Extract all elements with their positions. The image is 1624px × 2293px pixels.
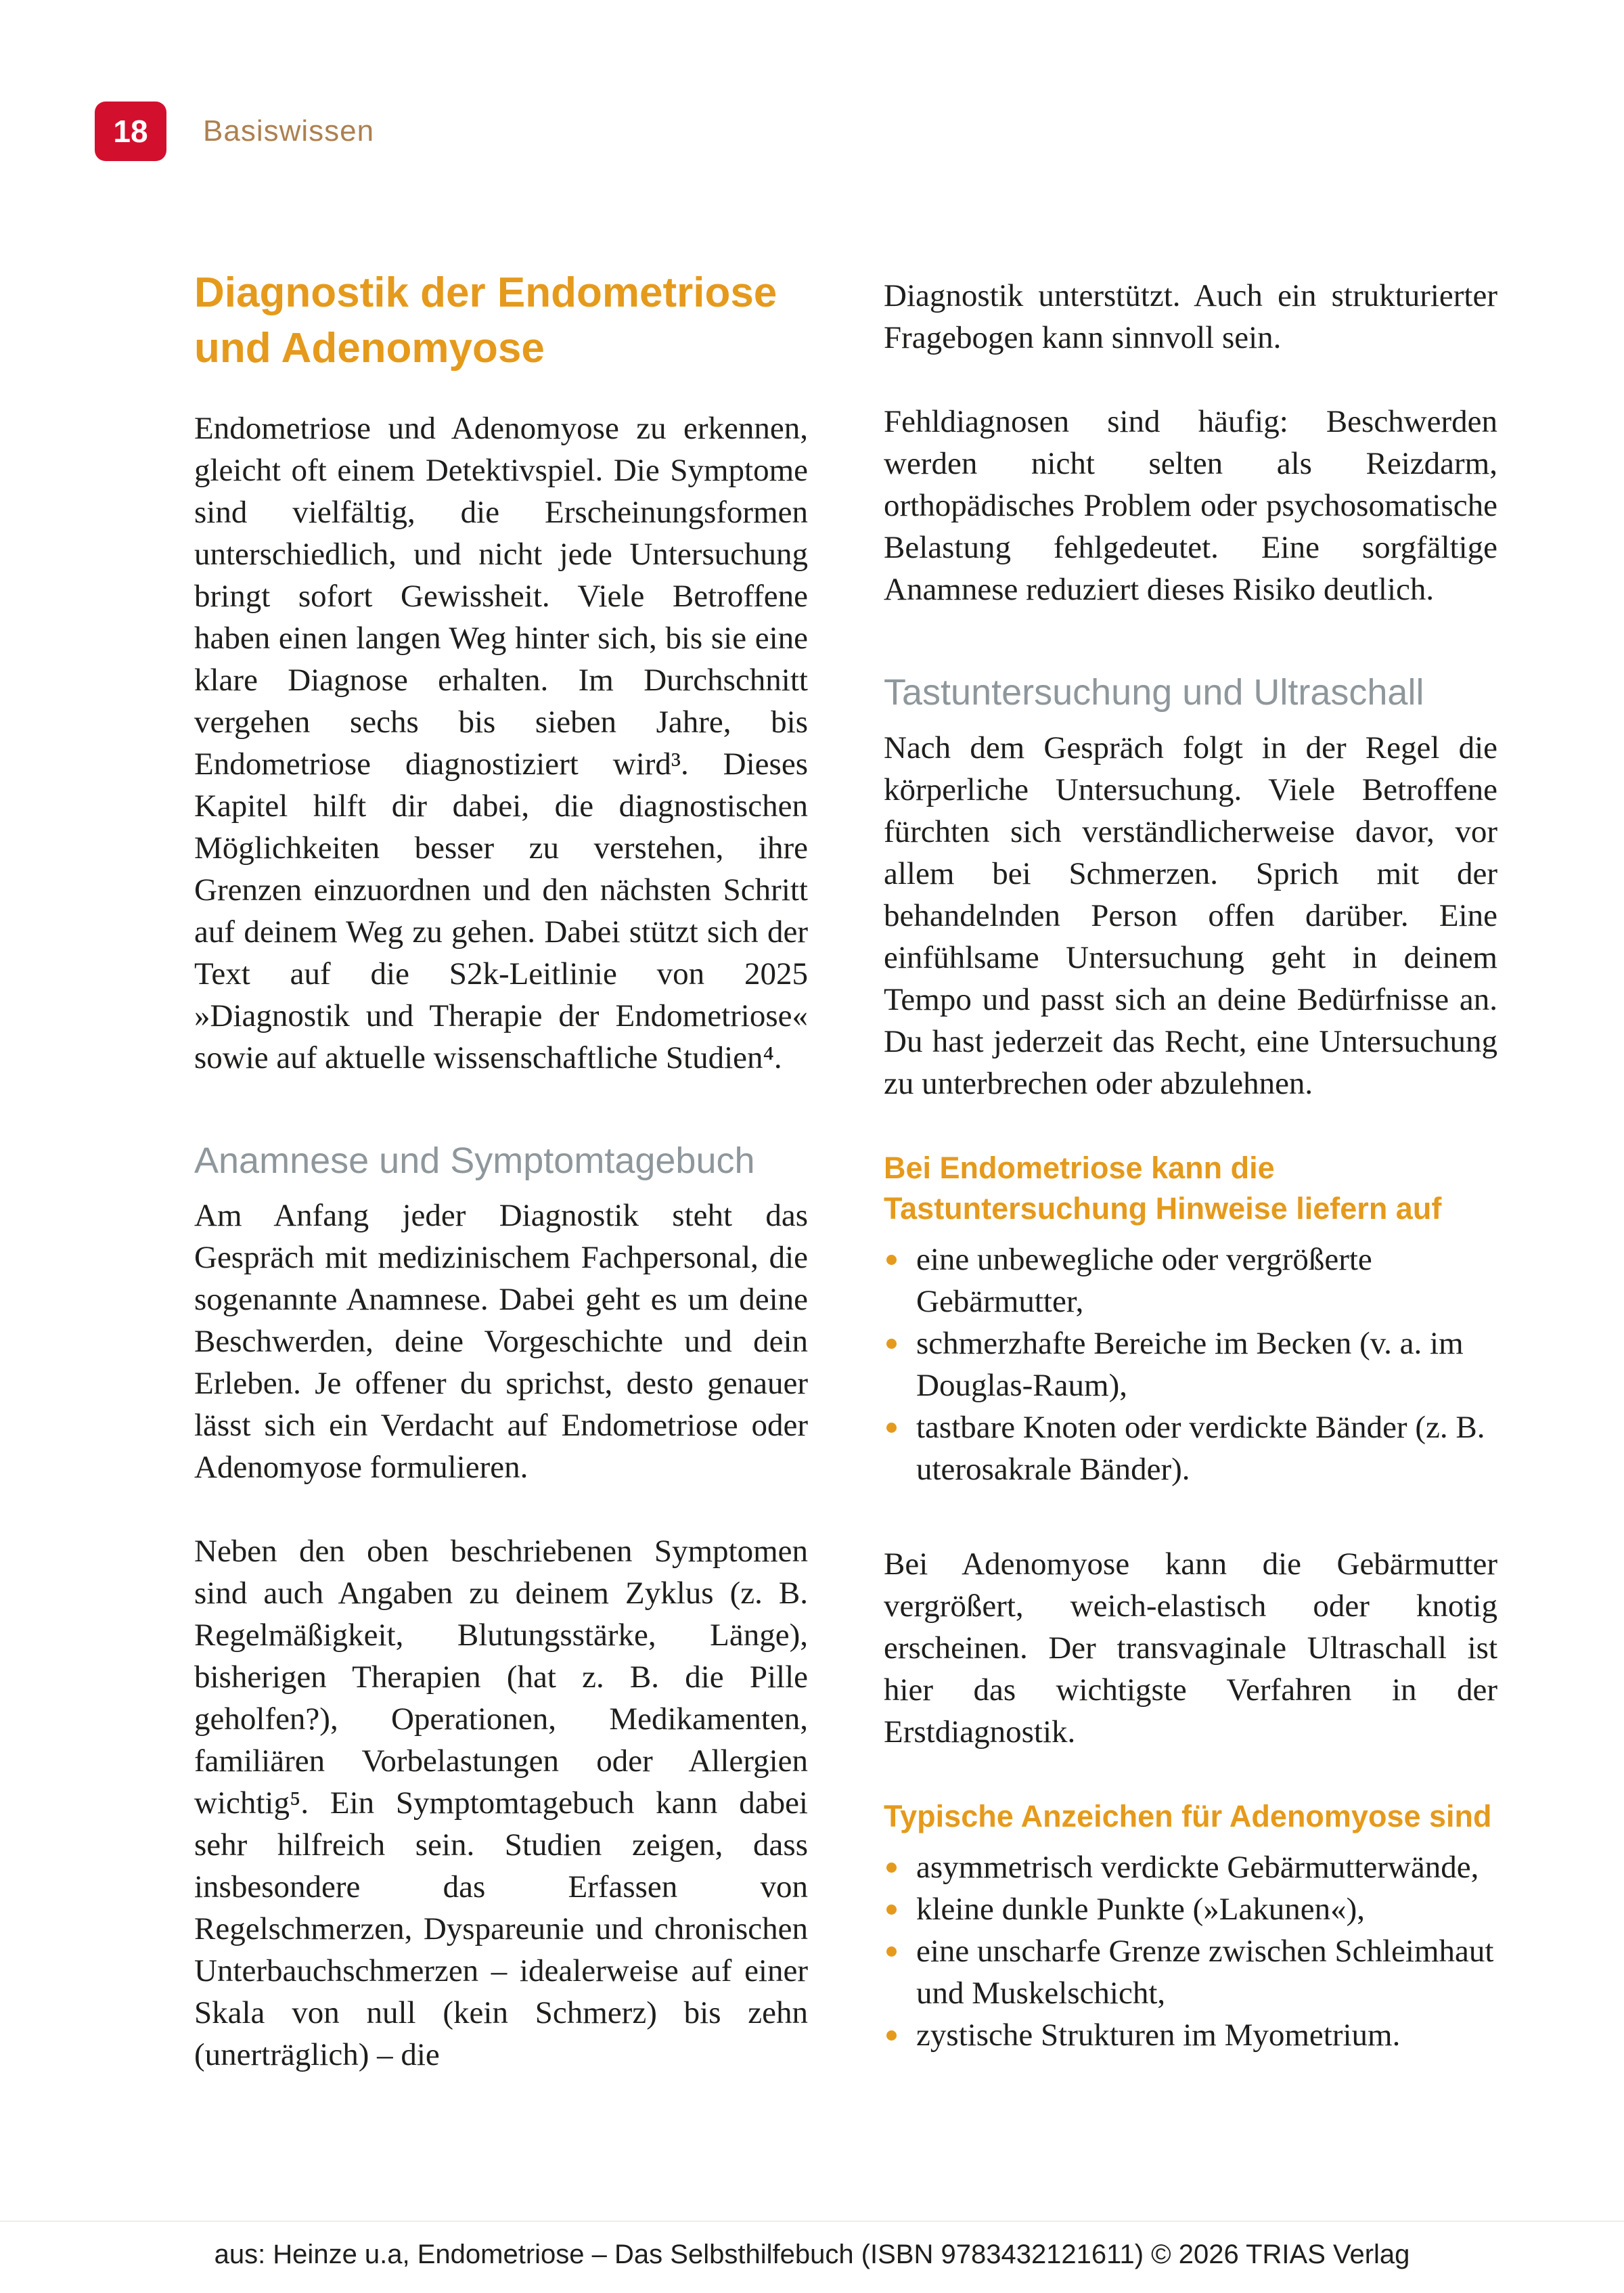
paragraph-anamnese-1: Am Anfang jeder Diagnostik steht das Gespräch mit medizinischem Fachpersonal, die sogenannte Anamnese. Dabei geht es um deine Beschwerden, deine Vorgeschichte und dein Erleben. Je offener du sprichst, desto genauer lässt sich ein Verdacht auf Endometriose oder Adenomyose formulieren. — [194, 1198, 808, 1486]
list-item-text: eine unscharfe Grenze zwischen Schleimhaut und Muskelschicht, — [916, 1933, 1494, 2011]
list-item — [884, 2014, 1497, 2056]
paragraph-anamnese-2: Neben den oben beschriebenen Symptomen sind auch Angaben zu deinem Zyklus (z. B. Regelmäßigkeit, Blutungsstärke, Länge), bisherigen Therapien (hat z. B. die Pille geholfen?), Operationen, Medikamenten, familiären Vorbelastungen oder Allergien wichtig⁵. Ein Symptomtagebuch kann dabei sehr hilfreich sein. Studien zeigen, dass insbesondere das Erfassen von Regelschmerzen, Dyspareunie und chronischen Unterbauchschmerzen – idealerweise auf einer Skala von null (kein Schmerz) bis zehn (unerträglich) – die — [194, 1534, 808, 2073]
page-header — [95, 102, 374, 161]
chapter-label: Basiswissen — [203, 114, 375, 148]
list-item — [884, 1322, 1497, 1406]
bullet-list-adenomyose — [884, 1846, 1497, 2056]
paragraph-adenomyose: Bei Adenomyose kann die Gebärmutter vergrößert, weich-elastisch oder knotig erscheinen. Der transvaginale Ultraschall ist hier das wichtigste Verfahren in der Erstdiagnostik. — [884, 1546, 1497, 1750]
paragraph-untersuchung: Nach dem Gespräch folgt in der Regel die körperliche Untersuchung. Viele Betroffene fürchten sich verständlicherweise davor, vor allem bei Schmerzen. Sprich mit der behandelnden Person offen darüber. Eine einfühlsame Untersuchung geht in deinem Tempo und passt sich an deine Bedürfnisse an. Du hast jederzeit das Recht, eine Untersuchung zu unterbrechen oder abzulehnen. — [884, 730, 1497, 1101]
list-item — [884, 1406, 1497, 1490]
subheading-anamnese: Anamnese und Symptomtagebuch — [194, 1140, 755, 1181]
article-title: Diagnostik der Endometriose und Adenomyose — [194, 269, 777, 372]
paragraph-fehldiagnosen: Fehldiagnosen sind häufig: Beschwerden werden nicht selten als Reizdarm, orthopädisches Problem oder psychosomatische Belastung fehlgedeutet. Eine sorgfältige Anamnese reduziert dieses Risiko deutlich. — [884, 404, 1497, 607]
list-intro-adenomyose: Typische Anzeichen für Adenomyose sind — [884, 1798, 1492, 1833]
list-item — [884, 1846, 1497, 1888]
list-item-text: kleine dunkle Punkte (»Lakunen«), — [916, 1891, 1366, 1927]
list-item — [884, 1239, 1497, 1322]
list-item-text: schmerzhafte Bereiche im Becken (v. a. im Douglas-Raum), — [916, 1325, 1464, 1403]
subheading-tastuntersuchung: Tastuntersuchung und Ultraschall — [884, 672, 1424, 713]
list-item-text: zystische Strukturen im Myometrium. — [916, 2017, 1401, 2053]
left-column — [194, 265, 808, 2076]
page-number-badge — [95, 102, 166, 161]
bullet-icon — [884, 1930, 916, 1972]
list-item — [884, 1888, 1497, 1930]
bullet-icon — [884, 1406, 916, 1448]
list-item-text: asymmetrisch verdickte Gebärmutterwände, — [916, 1849, 1479, 1885]
bullet-icon — [884, 1322, 916, 1364]
paragraph-continuation: Diagnostik unterstützt. Auch ein strukturierter Fragebogen kann sinnvoll sein. — [884, 278, 1497, 355]
list-item-text: tastbare Knoten oder verdickte Bänder (z. B. uterosakrale Bänder). — [916, 1409, 1485, 1487]
list-item — [884, 1930, 1497, 2014]
page-footer — [0, 2221, 1624, 2270]
bullet-icon — [884, 1888, 916, 1930]
content-columns — [194, 265, 1497, 2076]
bullet-icon — [884, 1846, 916, 1888]
page-number: 18 — [113, 114, 148, 149]
bullet-icon — [884, 2014, 916, 2056]
paragraph-intro: Endometriose und Adenomyose zu erkennen, gleicht oft einem Detektivspiel. Die Symptome sind vielfältig, die Erscheinungsformen unterschiedlich, und nicht jede Untersuchung bringt sofort Gewissheit. Viele Betroffene haben einen langen Weg hinter sich, bis sie eine klare Diagnose erhalten. Im Durchschnitt vergehen sechs bis sieben Jahre, bis Endometriose diagnostiziert wird³. Dieses Kapitel hilft dir dabei, die diagnostischen Möglichkeiten besser zu verstehen, ihre Grenzen einzuordnen und den nächsten Schritt auf deinem Weg zu gehen. Dabei stützt sich der Text auf die S2k-Leitlinie von 2025 »Diagnostik und Therapie der Endometriose« sowie auf aktuelle wissenschaftliche Studien⁴. — [194, 410, 808, 1075]
footer-credit: aus: Heinze u.a, Endometriose – Das Selbsthilfebuch (ISBN 9783432121611) © 2026 TRIAS Verlag — [214, 2240, 1410, 2269]
list-item-text: eine unbewegliche oder vergrößerte Gebärmutter, — [916, 1241, 1372, 1319]
right-column — [884, 265, 1497, 2076]
bullet-icon — [884, 1239, 916, 1281]
list-intro-endometriose: Bei Endometriose kann die Tastuntersuchung Hinweise liefern auf — [884, 1150, 1442, 1226]
bullet-list-endometriose — [884, 1239, 1497, 1490]
